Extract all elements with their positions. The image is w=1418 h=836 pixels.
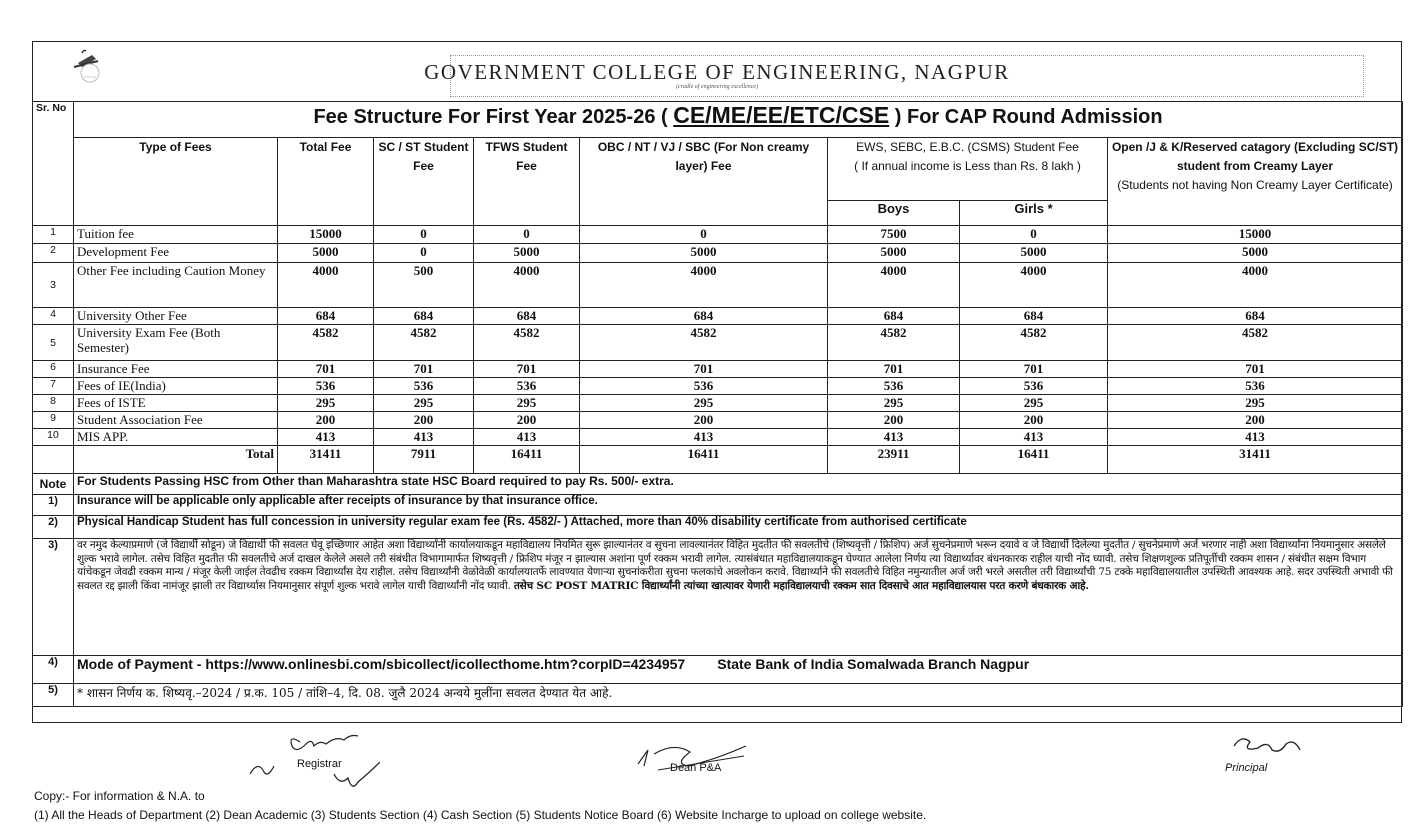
sr-cell: 8 [33,395,74,412]
total-fee-sum: 31411 [278,446,374,474]
open-sum: 31411 [1108,446,1403,474]
sc-st-cell: 0 [374,226,474,244]
ews-line1: EWS, SEBC, E.B.C. (CSMS) Student Fee [856,140,1079,154]
header-sc-st-fee: SC / ST Student Fee [374,138,474,226]
sc-st-cell: 684 [374,308,474,325]
sr-cell: 9 [33,412,74,429]
sc-st-cell: 4582 [374,325,474,361]
header-ews-fee [828,138,1108,201]
tfws-cell: 295 [474,395,580,412]
total-fee-cell: 5000 [278,244,374,263]
table-row [33,325,1403,361]
title-branches: CE/ME/EE/ETC/CSE [673,102,890,128]
tfws-sum: 16411 [474,446,580,474]
table-row [33,429,1403,446]
open-cell: 295 [1108,395,1403,412]
header-ews-girls: Girls * [960,201,1108,226]
note-number: 4) [33,656,74,684]
ews-girls-cell: 536 [960,378,1108,395]
copy-to-line2: (1) All the Heads of Department (2) Dean Academic (3) Students Section (4) Cash Section (5) Students Notice Board (6) Website Incharge to upload on college website. [34,808,927,822]
sc-st-cell: 701 [374,361,474,378]
ews-boys-cell: 7500 [828,226,960,244]
obc-cell: 295 [580,395,828,412]
open-cell: 413 [1108,429,1403,446]
header-tfws-fee: TFWS Student Fee [474,138,580,226]
ews-girls-cell: 701 [960,361,1108,378]
sr-cell: 4 [33,308,74,325]
payment-mode-text: Mode of Payment - https://www.onlinesbi.com/sbicollect/icollecthome.htm?corpID=4234957 [77,656,686,672]
ews-girls-cell: 200 [960,412,1108,429]
open-cell: 5000 [1108,244,1403,263]
note-number: 5) [33,684,74,707]
ews-boys-sum: 23911 [828,446,960,474]
tfws-cell: 536 [474,378,580,395]
note-marathi-text: वर नमुद केल्याप्रमाणे (जे विद्यार्थी सोडून) जे विद्यार्थी फी सवलत घेवू इच्छिणार आहेत अशा विद्यार्थ्यांनी कार्यालयाकडून महाविद्यालय नियमित सुरू झाल्यानंतर व सुचना लावल्यानंतर विहित मुदतीत फी सवलतीचे (शिष्यवृत्ती / फ्रिशिप) अर्ज सुचनेप्रमाणे भरून दयावे व जे विद्यार्थी दिलेल्या मुदतीत / सुचनेप्रमाणे अर्ज भरणार नाही अशा विद्यार्थ्यांना नियमानुसार असलेले शुल्क भरावे लागेल. तसेच विहित मुदतीत फी सवलतीचे अर्ज दाखल केलेले असले तरी संबंधीत विभागामार्फत शिष्यवृत्ती / फ्रिशिप मंजूर न झाल्यास अशांना पूर्ण रक्कम भरावी लागेल. त्यासंबंधात महाविद्यालयाकडून घेण्यात आलेला निर्णय त्या विद्यार्थ्यावर बंधनकारक राहील याची नोंद घ्यावी. तसेच शिक्षणशुल्क प्रतिपूर्तीची रक्कम शासन / संबंधीत सक्षम विभाग यांचेकडून जेवढी रक्कम मान्य / मंजूर केली जाईल तेवढीच रक्कम विद्यार्थ्यांस देय राहील. तसेच विद्यार्थ्यांनी वेळोवेळी कार्यालयातर्फे लावण्यात येणाऱ्या सुचनांकरीता सुचना फलकांचे अवलोकन करावे. विद्यार्थ्याने फी सवलतीचे विहित नमुन्यातील अर्ज जरी भरले असतील तरी विद्यार्थ्यांची 75 टक्के महाविद्यालयातील उपस्थिती आवश्यक आहे. सदर उपस्थिती अभावी फी सवलत रद्द झाली किंवा नामंजूर झाली तर विद्यार्थ्यास नियमानुसार संपूर्ण शुल्क भरावे लागेल याची विद्यार्थ्यांनी नोंद घ्यावी. [77,539,1393,592]
open-cell: 4000 [1108,263,1403,308]
ews-boys-cell: 4000 [828,263,960,308]
ews-boys-cell: 5000 [828,244,960,263]
note-row [33,495,1403,516]
total-fee-cell: 200 [278,412,374,429]
sc-st-cell: 0 [374,244,474,263]
ews-boys-cell: 413 [828,429,960,446]
note-text: Physical Handicap Student has full concession in university regular exam fee (Rs. 4582/- ) Attached, more than 40% disability certificate from authorised certificate [74,516,1403,539]
note-label: Note [33,474,74,495]
ews-boys-cell: 4582 [828,325,960,361]
sc-st-cell: 500 [374,263,474,308]
tfws-cell: 200 [474,412,580,429]
header-total-fee: Total Fee [278,138,374,226]
note-text: * शासन निर्णय क. शिष्यवृ.–2024 / प्र.क. 105 / तांशि–4, दि. 08. जुलै 2024 अन्वये मुलींना सवलत देण्यात येत आहे. [74,684,1403,707]
college-motto: (cradle of engineering excellence) [675,84,759,90]
fee-type-cell: Other Fee including Caution Money [74,263,278,308]
note-number: 1) [33,495,74,516]
total-row [33,446,1403,474]
tfws-cell: 0 [474,226,580,244]
table-row [33,308,1403,325]
open-cell: 684 [1108,308,1403,325]
ews-girls-cell: 4000 [960,263,1108,308]
ews-girls-sum: 16411 [960,446,1108,474]
ews-boys-cell: 684 [828,308,960,325]
open-line2: (Students not having Non Creamy Layer Certificate) [1117,178,1393,192]
obc-cell: 684 [580,308,828,325]
total-label: Total [74,446,278,474]
obc-cell: 413 [580,429,828,446]
note-marathi-bold: तसेच SC POST MATRIC विद्यार्थ्यांनी त्यांच्या खात्यावर येणारी महाविद्यालयाची रक्कम सात दिवसाचे आत महाविद्यालयास परत करणे बंधकारक आहे. [513,579,1089,592]
sr-cell: 5 [33,325,74,361]
fee-type-cell: University Exam Fee (Both Semester) [74,325,278,361]
open-cell: 536 [1108,378,1403,395]
table-row [33,263,1403,308]
title-prefix: Fee Structure For First Year 2025-26 ( [313,106,668,128]
obc-sum: 16411 [580,446,828,474]
fee-type-cell: Tuition fee [74,226,278,244]
total-fee-cell: 15000 [278,226,374,244]
fee-type-cell: Fees of ISTE [74,395,278,412]
ews-girls-cell: 4582 [960,325,1108,361]
note-text [74,539,1403,656]
ews-line2: ( If annual income is Less than Rs. 8 lakh ) [854,159,1081,173]
sr-cell: 7 [33,378,74,395]
ews-boys-cell: 536 [828,378,960,395]
ews-boys-cell: 701 [828,361,960,378]
obc-cell: 4582 [580,325,828,361]
obc-cell: 701 [580,361,828,378]
note-number: 2) [33,516,74,539]
fee-type-cell: Student Association Fee [74,412,278,429]
table-row [33,412,1403,429]
sc-st-cell: 413 [374,429,474,446]
sc-st-sum: 7911 [374,446,474,474]
total-sr-cell [33,446,74,474]
sr-cell: 6 [33,361,74,378]
fee-type-cell: Insurance Fee [74,361,278,378]
open-cell: 200 [1108,412,1403,429]
note-row [33,474,1403,495]
ews-girls-cell: 413 [960,429,1108,446]
open-line1: Open /J & K/Reserved catagory (Excluding SC/ST) student from Creamy Layer [1111,140,1399,173]
header-obc-fee: OBC / NT / VJ / SBC (For Non creamy layer) Fee [580,138,828,226]
fee-type-cell: Development Fee [74,244,278,263]
total-fee-cell: 536 [278,378,374,395]
ews-girls-cell: 684 [960,308,1108,325]
tfws-cell: 4582 [474,325,580,361]
tfws-cell: 4000 [474,263,580,308]
tfws-cell: 5000 [474,244,580,263]
note-row [33,684,1403,707]
obc-cell: 536 [580,378,828,395]
note-row [33,656,1403,684]
sr-cell: 3 [33,263,74,308]
title-suffix: ) For CAP Round Admission [894,106,1163,128]
open-cell: 701 [1108,361,1403,378]
header-open-fee [1108,138,1403,226]
open-cell: 4582 [1108,325,1403,361]
header-type-of-fees: Type of Fees [74,138,278,226]
fee-type-cell: MIS APP. [74,429,278,446]
obc-cell: 4000 [580,263,828,308]
note-row [33,539,1403,656]
note-text: Insurance will be applicable only applicable after receipts of insurance by that insurance office. [74,495,1403,516]
tfws-cell: 701 [474,361,580,378]
header-ews-boys: Boys [828,201,960,226]
sc-st-cell: 200 [374,412,474,429]
table-title [74,102,1403,138]
sc-st-cell: 536 [374,378,474,395]
total-fee-cell: 684 [278,308,374,325]
sr-no-header: Sr. No [33,102,74,226]
note-row [33,516,1403,539]
obc-cell: 200 [580,412,828,429]
principal-signature-icon [1228,730,1308,766]
tfws-cell: 413 [474,429,580,446]
table-row [33,395,1403,412]
dean-label: Dean P&A [670,762,722,774]
table-row [33,378,1403,395]
table-row [33,361,1403,378]
note-text [74,656,1403,684]
tfws-cell: 684 [474,308,580,325]
total-fee-cell: 701 [278,361,374,378]
ews-girls-cell: 0 [960,226,1108,244]
ews-boys-cell: 200 [828,412,960,429]
sc-st-cell: 295 [374,395,474,412]
sr-cell: 1 [33,226,74,244]
total-fee-cell: 4000 [278,263,374,308]
ews-girls-cell: 295 [960,395,1108,412]
fee-type-cell: University Other Fee [74,308,278,325]
obc-cell: 0 [580,226,828,244]
principal-label: Principal [1225,762,1268,774]
total-fee-cell: 4582 [278,325,374,361]
total-fee-cell: 295 [278,395,374,412]
table-row [33,244,1403,263]
fee-type-cell: Fees of IE(India) [74,378,278,395]
obc-cell: 5000 [580,244,828,263]
ews-girls-cell: 5000 [960,244,1108,263]
registrar-label: Registrar [297,758,342,770]
sr-cell: 2 [33,244,74,263]
total-fee-cell: 413 [278,429,374,446]
ews-boys-cell: 295 [828,395,960,412]
note-number: 3) [33,539,74,656]
college-name: GOVERNMENT COLLEGE OF ENGINEERING, NAGPUR [424,60,1010,84]
open-cell: 15000 [1108,226,1403,244]
table-row [33,226,1403,244]
fee-structure-table [32,101,1403,707]
masthead [32,41,1402,101]
bank-branch-text: State Bank of India Somalwada Branch Nagpur [717,656,1030,672]
sr-cell: 10 [33,429,74,446]
note-main-text: For Students Passing HSC from Other than Maharashtra state HSC Board required to pay Rs. 500/- extra. [74,474,1403,495]
copy-to-line1: Copy:- For information & N.A. to [34,789,205,803]
